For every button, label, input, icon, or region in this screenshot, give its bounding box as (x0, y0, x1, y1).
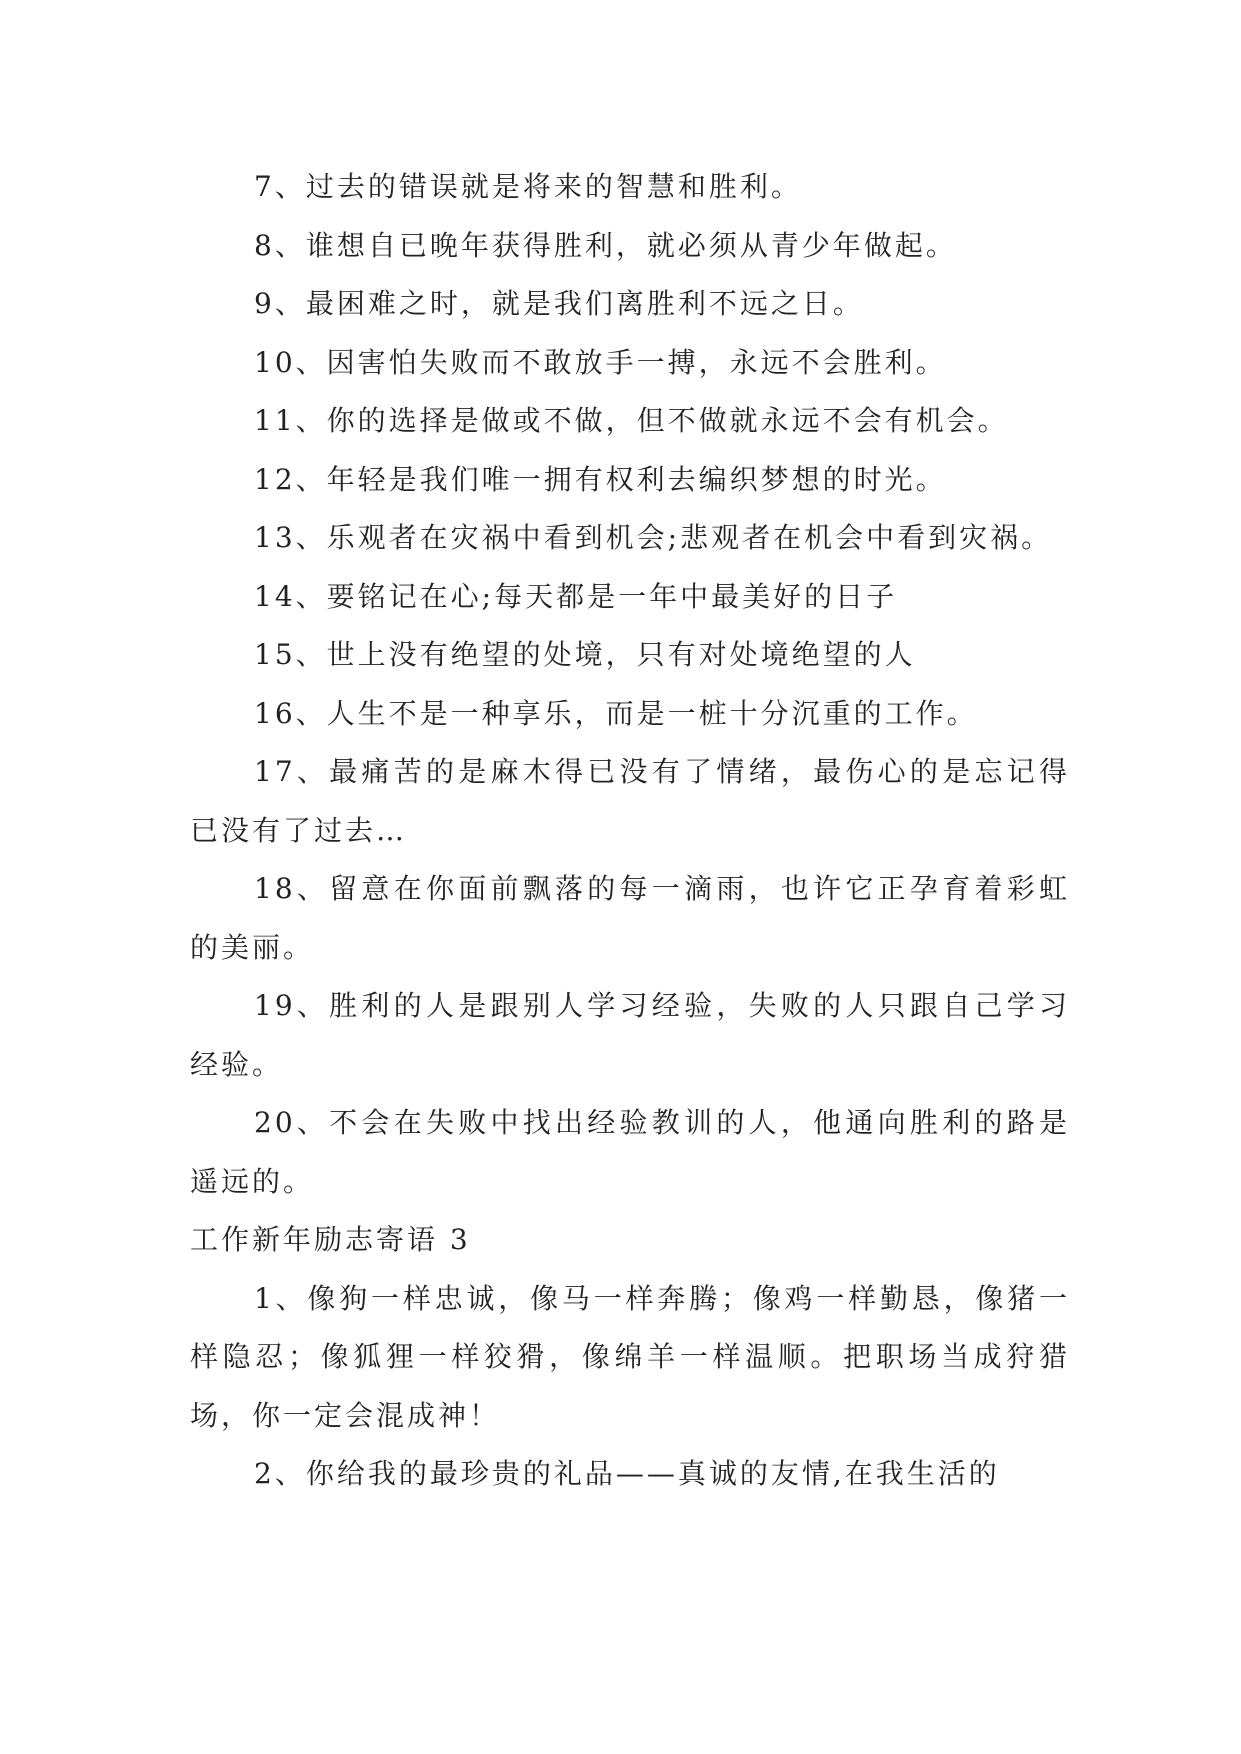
list-item: 17、最痛苦的是麻木得已没有了情绪，最伤心的是忘记得已没有了过去… (190, 755, 1070, 847)
list-item: 10、因害怕失败而不敢放手一搏，永远不会胜利。 (254, 345, 947, 379)
list-item: 14、要铭记在心;每天都是一年中最美好的日子 (254, 579, 898, 613)
list-item: 18、留意在你面前飘落的每一滴雨，也许它正孕育着彩虹的美丽。 (190, 872, 1070, 964)
list-item: 1、像狗一样忠诚，像马一样奔腾；像鸡一样勤恳，像猪一样隐忍；像狐狸一样狡猾，像绵羊一样温顺。把职场当成狩猎场，你一定会混成神！ (190, 1281, 1070, 1432)
list-item: 15、世上没有绝望的处境，只有对处境绝望的人 (254, 638, 916, 671)
list-item: 19、胜利的人是跟别人学习经验，失败的人只跟自己学习经验。 (190, 989, 1070, 1081)
list-item: 20、不会在失败中找出经验教训的人，他通向胜利的路是遥远的。 (190, 1106, 1070, 1198)
list-item: 2、你给我的最珍贵的礼品——真诚的友情,在我生活的 (254, 1457, 1000, 1490)
list-item: 13、乐观者在灾祸中看到机会;悲观者在机会中看到灾祸。 (254, 521, 1053, 554)
list-item: 8、谁想自已晚年获得胜利，就必须从青少年做起。 (254, 228, 957, 262)
list-item: 12、年轻是我们唯一拥有权利去编织梦想的时光。 (254, 462, 947, 496)
list-item: 7、过去的错误就是将来的智慧和胜利。 (254, 170, 802, 203)
section-heading: 工作新年励志寄语 3 (190, 1223, 471, 1256)
list-item: 11、你的选择是做或不做，但不做就永远不会有机会。 (254, 404, 1009, 437)
list-item: 16、人生不是一种享乐，而是一桩十分沉重的工作。 (254, 696, 978, 730)
list-item: 9、最困难之时，就是我们离胜利不远之日。 (254, 287, 864, 320)
document-body (190, 158, 1070, 1504)
